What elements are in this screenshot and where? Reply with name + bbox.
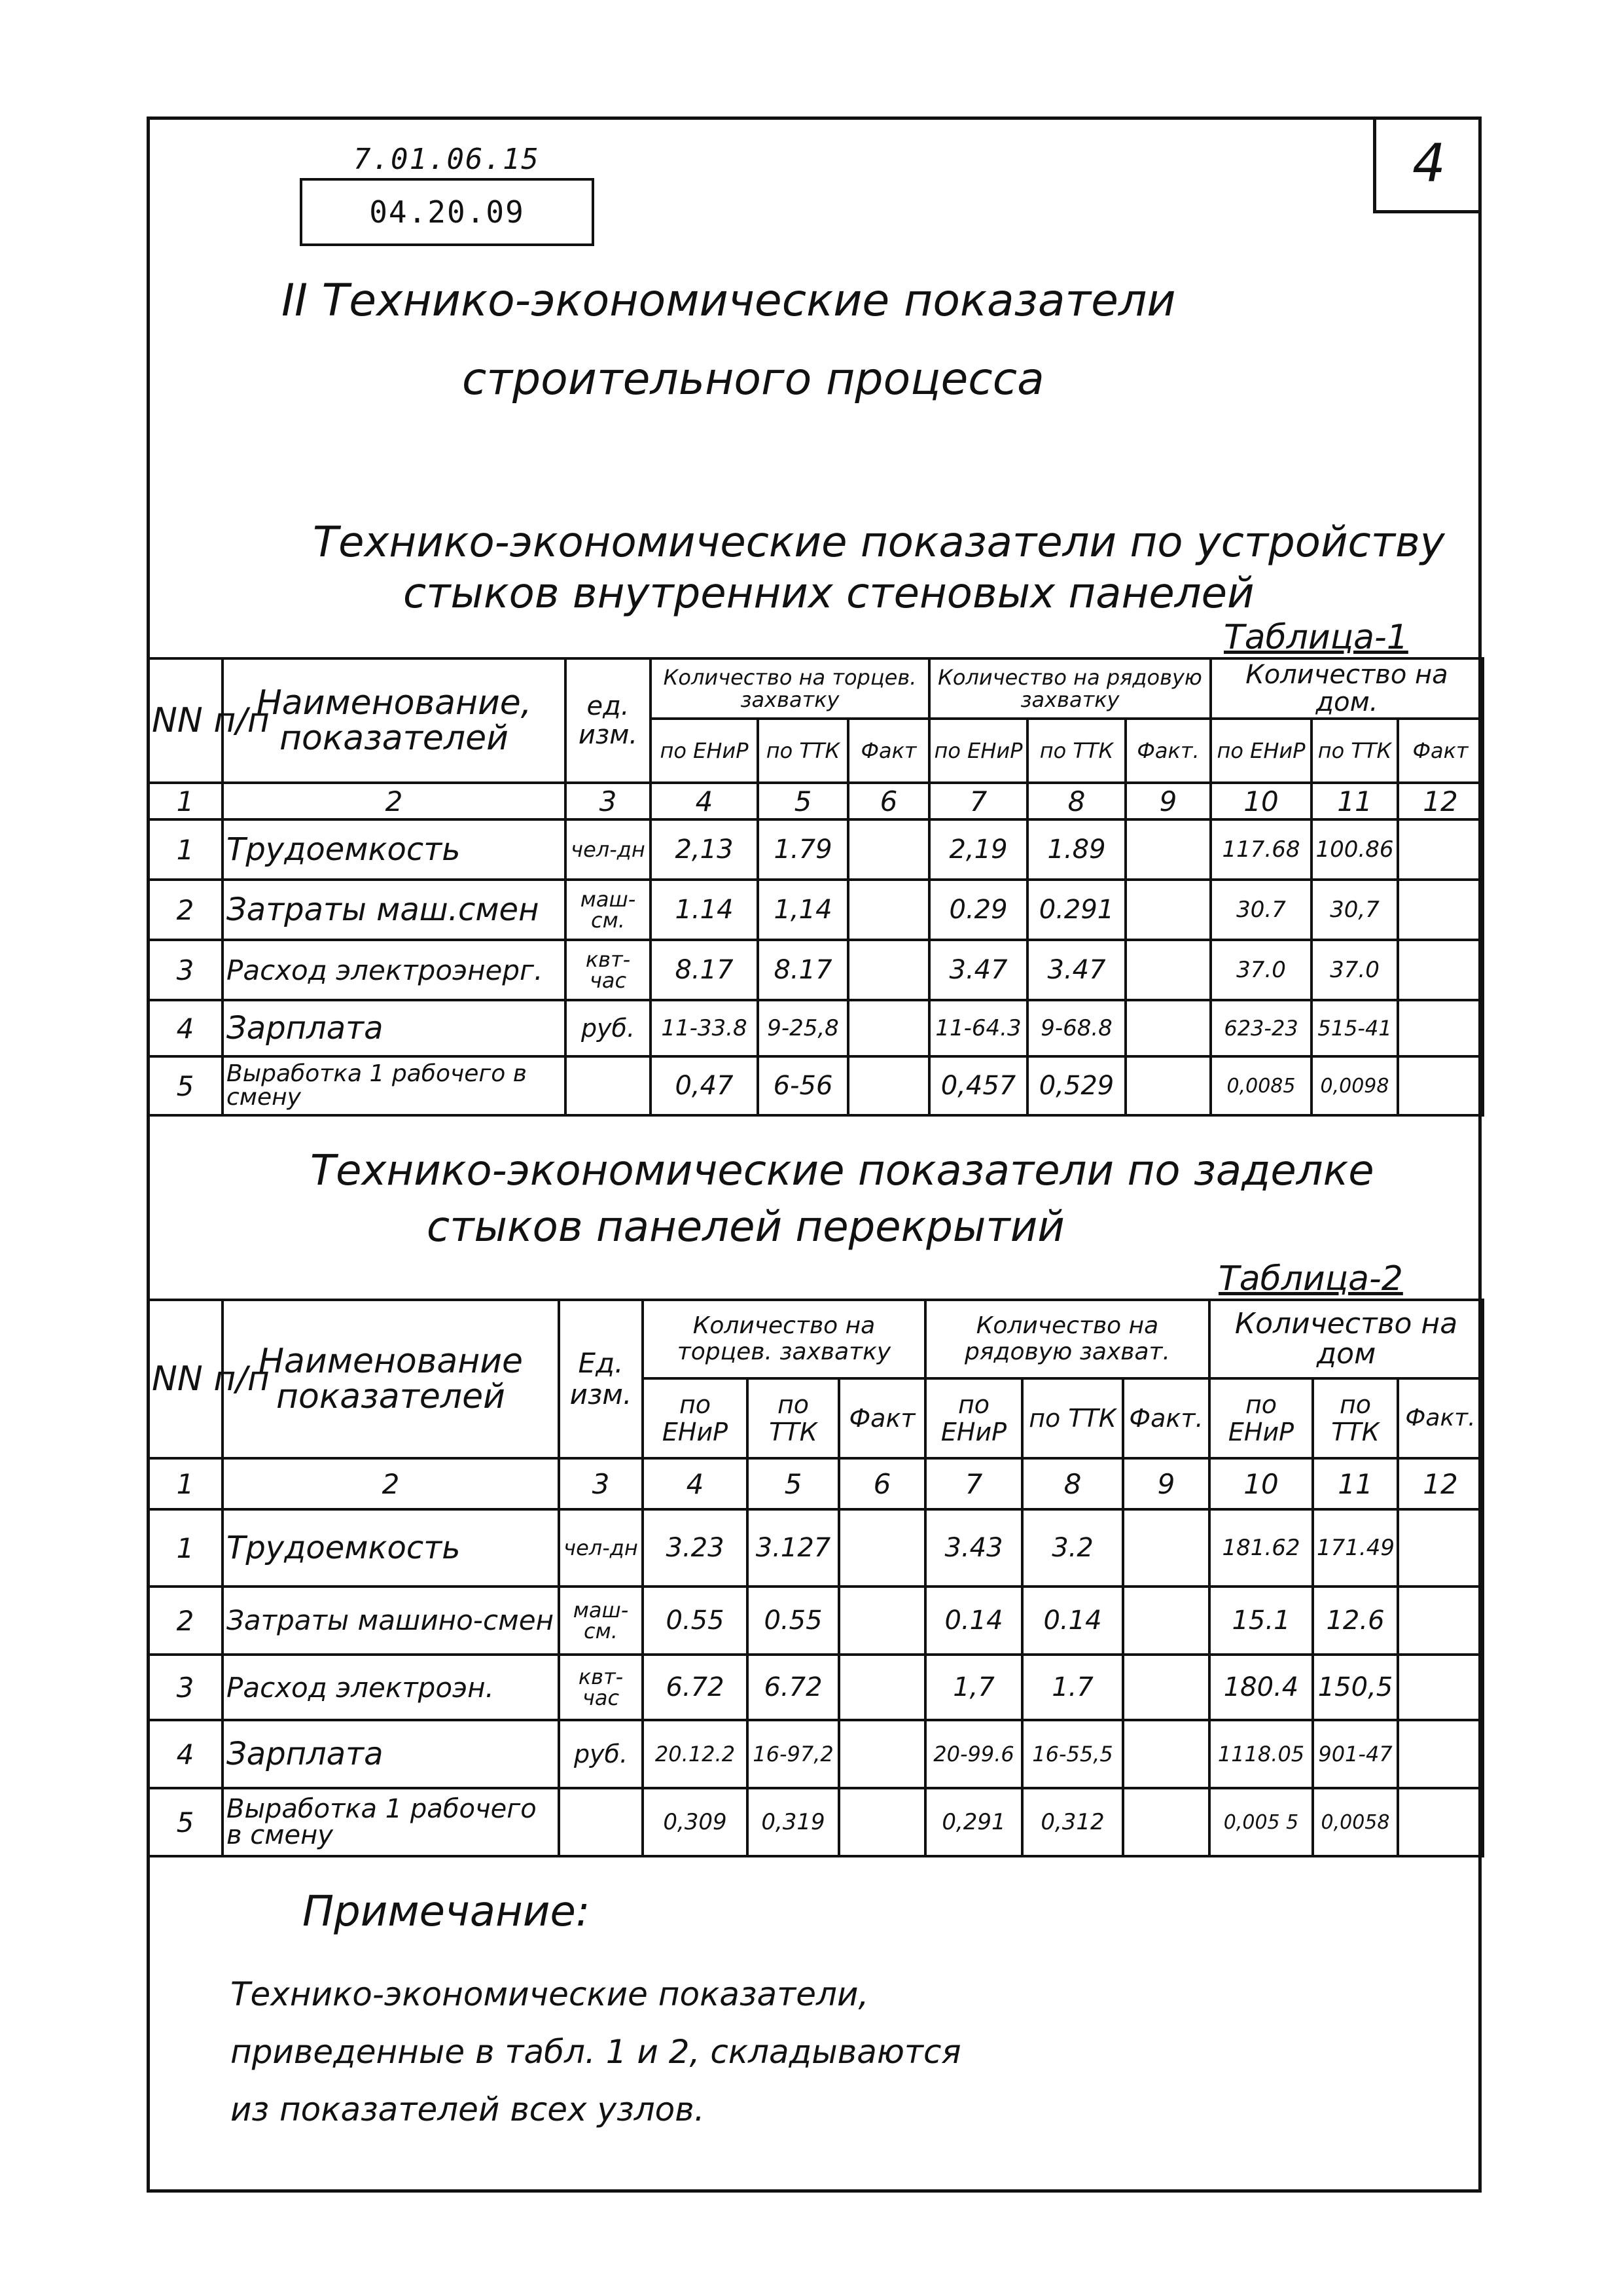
t1-cell: 11-64.3	[929, 1000, 1027, 1056]
t2-sub-header: по ЕНиР	[643, 1378, 747, 1458]
t2-cell	[1398, 1655, 1483, 1720]
t1-cell: 2,19	[929, 819, 1027, 880]
t1-colnum: 4	[651, 783, 758, 819]
t1-cell: 11-33.8	[651, 1000, 758, 1056]
t2-cell	[1123, 1788, 1209, 1856]
t2-cell: 0,309	[643, 1788, 747, 1856]
t2-colnum: 10	[1209, 1458, 1313, 1509]
t1-cell: 6-56	[758, 1056, 848, 1115]
t1-cell: 1.79	[758, 819, 848, 880]
t1-colnum: 11	[1311, 783, 1398, 819]
t2-sub-header: по ТТК	[747, 1378, 839, 1458]
t2-row-number: 3	[148, 1655, 223, 1720]
t1-cell: 0.29	[929, 880, 1027, 940]
t1-sub-header: по ТТК	[1311, 719, 1398, 783]
t2-colnum: 4	[643, 1458, 747, 1509]
note-line: Технико-экономические показатели,	[230, 1975, 869, 2013]
t1-cell	[1126, 819, 1211, 880]
table2-label: Таблица-2	[1219, 1259, 1403, 1299]
note-line: приведенные в табл. 1 и 2, складываются	[230, 2033, 961, 2071]
t2-cell: 20-99.6	[925, 1720, 1022, 1788]
t2-cell: 3.43	[925, 1509, 1022, 1587]
t2-colnum: 5	[747, 1458, 839, 1509]
t1-row-name: Зарплата	[223, 1000, 565, 1056]
t1-colnum: 8	[1027, 783, 1126, 819]
t2-cell: 0.14	[1022, 1587, 1123, 1655]
t1-row-number: 1	[148, 819, 223, 880]
t2-cell	[1398, 1788, 1483, 1856]
t1-cell: 1.89	[1027, 819, 1126, 880]
t2-colnum: 3	[559, 1458, 643, 1509]
t2-cell	[1123, 1587, 1209, 1655]
t2-colnum: 11	[1313, 1458, 1398, 1509]
t1-row-name: Расход электроэнерг.	[223, 940, 565, 1000]
t2-colnum: 12	[1398, 1458, 1483, 1509]
t2-cell	[839, 1509, 925, 1587]
t1-sub-header: Факт	[848, 719, 929, 783]
t1-cell	[1398, 880, 1483, 940]
t2-cell	[1123, 1509, 1209, 1587]
t2-cell: 6.72	[747, 1655, 839, 1720]
t1-sub-header: по ЕНиР	[929, 719, 1027, 783]
t2-sub-header: Факт	[839, 1378, 925, 1458]
t1-header-group3: Количество на дом.	[1211, 658, 1483, 719]
t1-cell	[1398, 1000, 1483, 1056]
note-line: из показателей всех узлов.	[230, 2090, 705, 2128]
t1-row-number: 5	[148, 1056, 223, 1115]
t1-sub-header: Факт	[1398, 719, 1483, 783]
t2-cell: 12.6	[1313, 1587, 1398, 1655]
t2-cell: 3.127	[747, 1509, 839, 1587]
t1-colnum: 7	[929, 783, 1027, 819]
document-code-box: 04.20.09	[300, 178, 594, 246]
t2-cell: 1.7	[1022, 1655, 1123, 1720]
t1-cell: 0,457	[929, 1056, 1027, 1115]
t2-cell	[1123, 1720, 1209, 1788]
t1-cell: 1.14	[651, 880, 758, 940]
t2-header-group1: Количество на торцев. захватку	[643, 1300, 925, 1378]
t1-row-number: 3	[148, 940, 223, 1000]
t1-cell: 30,7	[1311, 880, 1398, 940]
t1-cell: 30.7	[1211, 880, 1311, 940]
t2-cell	[1123, 1655, 1209, 1720]
t1-cell: 37.0	[1211, 940, 1311, 1000]
table1-caption-line2: стыков внутренних стеновых панелей	[403, 569, 1255, 618]
t1-cell: 0,0085	[1211, 1056, 1311, 1115]
t1-sub-header: по ТТК	[1027, 719, 1126, 783]
t1-cell: 9-68.8	[1027, 1000, 1126, 1056]
t1-row-unit: маш-см.	[565, 880, 651, 940]
t1-colnum: 5	[758, 783, 848, 819]
t2-colnum: 9	[1123, 1458, 1209, 1509]
t1-cell	[1398, 1056, 1483, 1115]
t1-row-name: Затраты маш.смен	[223, 880, 565, 940]
t1-row-number: 4	[148, 1000, 223, 1056]
t1-cell: 3.47	[929, 940, 1027, 1000]
t1-cell: 9-25,8	[758, 1000, 848, 1056]
t2-cell: 3.23	[643, 1509, 747, 1587]
section-title-line1: II Технико-экономические показатели	[281, 275, 1176, 327]
t2-cell: 171.49	[1313, 1509, 1398, 1587]
t2-cell: 0.55	[643, 1587, 747, 1655]
t1-sub-header: по ТТК	[758, 719, 848, 783]
t1-sub-header: по ЕНиР	[1211, 719, 1311, 783]
t1-cell	[1126, 1056, 1211, 1115]
t2-sub-header: Факт.	[1398, 1378, 1483, 1458]
t1-cell: 0,0098	[1311, 1056, 1398, 1115]
t1-colnum: 3	[565, 783, 651, 819]
t2-row-name: Трудоемкость	[223, 1509, 559, 1587]
t1-cell	[1398, 940, 1483, 1000]
t2-cell	[839, 1788, 925, 1856]
t1-cell: 0.291	[1027, 880, 1126, 940]
t1-colnum: 10	[1211, 783, 1311, 819]
t2-cell: 1118.05	[1209, 1720, 1313, 1788]
t1-header-group1: Количество на торцев. захватку	[651, 658, 929, 719]
t2-cell: 0,005 5	[1209, 1788, 1313, 1856]
t2-cell	[1398, 1587, 1483, 1655]
t2-cell: 20.12.2	[643, 1720, 747, 1788]
t2-row-number: 5	[148, 1788, 223, 1856]
t2-header-name: Наименование показателей	[223, 1300, 559, 1458]
t2-sub-header: по ТТК	[1022, 1378, 1123, 1458]
t2-cell: 6.72	[643, 1655, 747, 1720]
t1-cell	[1126, 880, 1211, 940]
t2-cell	[839, 1587, 925, 1655]
t1-cell	[1126, 1000, 1211, 1056]
t2-header-unit: Ед. изм.	[559, 1300, 643, 1458]
t1-cell: 37.0	[1311, 940, 1398, 1000]
t1-colnum: 1	[148, 783, 223, 819]
table1-label: Таблица-1	[1224, 618, 1408, 657]
t1-cell: 0,47	[651, 1056, 758, 1115]
t2-sub-header: Факт.	[1123, 1378, 1209, 1458]
t2-header-group3: Количество на дом	[1209, 1300, 1483, 1378]
page-number: 4	[1373, 117, 1482, 213]
t1-row-name: Трудоемкость	[223, 819, 565, 880]
table1	[147, 657, 1484, 1117]
t1-cell	[848, 1000, 929, 1056]
t1-cell: 100.86	[1311, 819, 1398, 880]
table2-caption-line2: стыков панелей перекрытий	[427, 1203, 1065, 1251]
t1-row-unit: руб.	[565, 1000, 651, 1056]
t1-sub-header: по ЕНиР	[651, 719, 758, 783]
t2-cell: 16-97,2	[747, 1720, 839, 1788]
t2-cell: 0,312	[1022, 1788, 1123, 1856]
t1-cell: 623-23	[1211, 1000, 1311, 1056]
t1-cell	[1398, 819, 1483, 880]
t1-header-unit: ед. изм.	[565, 658, 651, 783]
t2-row-unit	[559, 1788, 643, 1856]
t2-colnum: 2	[223, 1458, 559, 1509]
t1-colnum: 12	[1398, 783, 1483, 819]
note-heading: Примечание:	[302, 1888, 590, 1936]
t2-cell: 3.2	[1022, 1509, 1123, 1587]
t1-colnum: 9	[1126, 783, 1211, 819]
t1-cell	[1126, 940, 1211, 1000]
t2-cell	[1398, 1720, 1483, 1788]
t1-cell: 3.47	[1027, 940, 1126, 1000]
t2-cell: 180.4	[1209, 1655, 1313, 1720]
t2-row-number: 2	[148, 1587, 223, 1655]
t2-cell: 0.55	[747, 1587, 839, 1655]
document-code-top: 7.01.06.15	[353, 143, 540, 176]
t2-cell: 0,0058	[1313, 1788, 1398, 1856]
t2-row-number: 4	[148, 1720, 223, 1788]
t2-row-name: Расход электроэн.	[223, 1655, 559, 1720]
t1-cell	[848, 880, 929, 940]
t2-colnum: 6	[839, 1458, 925, 1509]
t2-row-unit: маш-см.	[559, 1587, 643, 1655]
t2-cell: 901-47	[1313, 1720, 1398, 1788]
t2-header-nn: NN п/п	[148, 1300, 223, 1458]
table1-caption-line1: Технико-экономические показатели по устройству	[313, 518, 1445, 567]
t1-cell: 117.68	[1211, 819, 1311, 880]
t2-sub-header: по ЕНиР	[1209, 1378, 1313, 1458]
t1-row-unit: квт-час	[565, 940, 651, 1000]
t1-cell	[848, 940, 929, 1000]
t2-cell: 181.62	[1209, 1509, 1313, 1587]
t2-row-name: Затраты машино-смен	[223, 1587, 559, 1655]
t1-colnum: 2	[223, 783, 565, 819]
section-title-line2: строительного процесса	[462, 353, 1044, 405]
t2-cell	[839, 1655, 925, 1720]
t1-cell	[848, 819, 929, 880]
t1-header-nn: NN п/п	[148, 658, 223, 783]
t1-cell: 1,14	[758, 880, 848, 940]
t2-cell: 0,319	[747, 1788, 839, 1856]
t1-row-unit	[565, 1056, 651, 1115]
t1-header-name: Наименование, показателей	[223, 658, 565, 783]
t1-colnum: 6	[848, 783, 929, 819]
t1-row-unit: чел-дн	[565, 819, 651, 880]
t2-sub-header: по ЕНиР	[925, 1378, 1022, 1458]
table2-caption-line1: Технико-экономические показатели по заделке	[310, 1147, 1374, 1195]
t2-cell: 1,7	[925, 1655, 1022, 1720]
t1-row-number: 2	[148, 880, 223, 940]
t2-cell: 150,5	[1313, 1655, 1398, 1720]
t1-sub-header: Факт.	[1126, 719, 1211, 783]
t2-cell	[1398, 1509, 1483, 1587]
t2-colnum: 1	[148, 1458, 223, 1509]
t1-cell: 0,529	[1027, 1056, 1126, 1115]
t1-cell: 8.17	[651, 940, 758, 1000]
table2	[147, 1299, 1484, 1857]
t2-cell: 16-55,5	[1022, 1720, 1123, 1788]
t1-cell	[848, 1056, 929, 1115]
t1-row-name: Выработка 1 рабочего в смену	[223, 1056, 565, 1115]
t2-row-unit: квт-час	[559, 1655, 643, 1720]
t2-colnum: 7	[925, 1458, 1022, 1509]
t1-header-group2: Количество на рядовую захватку	[929, 658, 1211, 719]
t2-cell: 15.1	[1209, 1587, 1313, 1655]
t2-row-name: Выработка 1 рабочего в смену	[223, 1788, 559, 1856]
t2-sub-header: по ТТК	[1313, 1378, 1398, 1458]
t2-cell: 0,291	[925, 1788, 1022, 1856]
t2-row-name: Зарплата	[223, 1720, 559, 1788]
t1-cell: 515-41	[1311, 1000, 1398, 1056]
t2-row-unit: чел-дн	[559, 1509, 643, 1587]
t2-row-unit: руб.	[559, 1720, 643, 1788]
t2-header-group2: Количество на рядовую захват.	[925, 1300, 1209, 1378]
t2-cell	[839, 1720, 925, 1788]
t1-cell: 8.17	[758, 940, 848, 1000]
t1-cell: 2,13	[651, 819, 758, 880]
t2-row-number: 1	[148, 1509, 223, 1587]
t2-colnum: 8	[1022, 1458, 1123, 1509]
t2-cell: 0.14	[925, 1587, 1022, 1655]
